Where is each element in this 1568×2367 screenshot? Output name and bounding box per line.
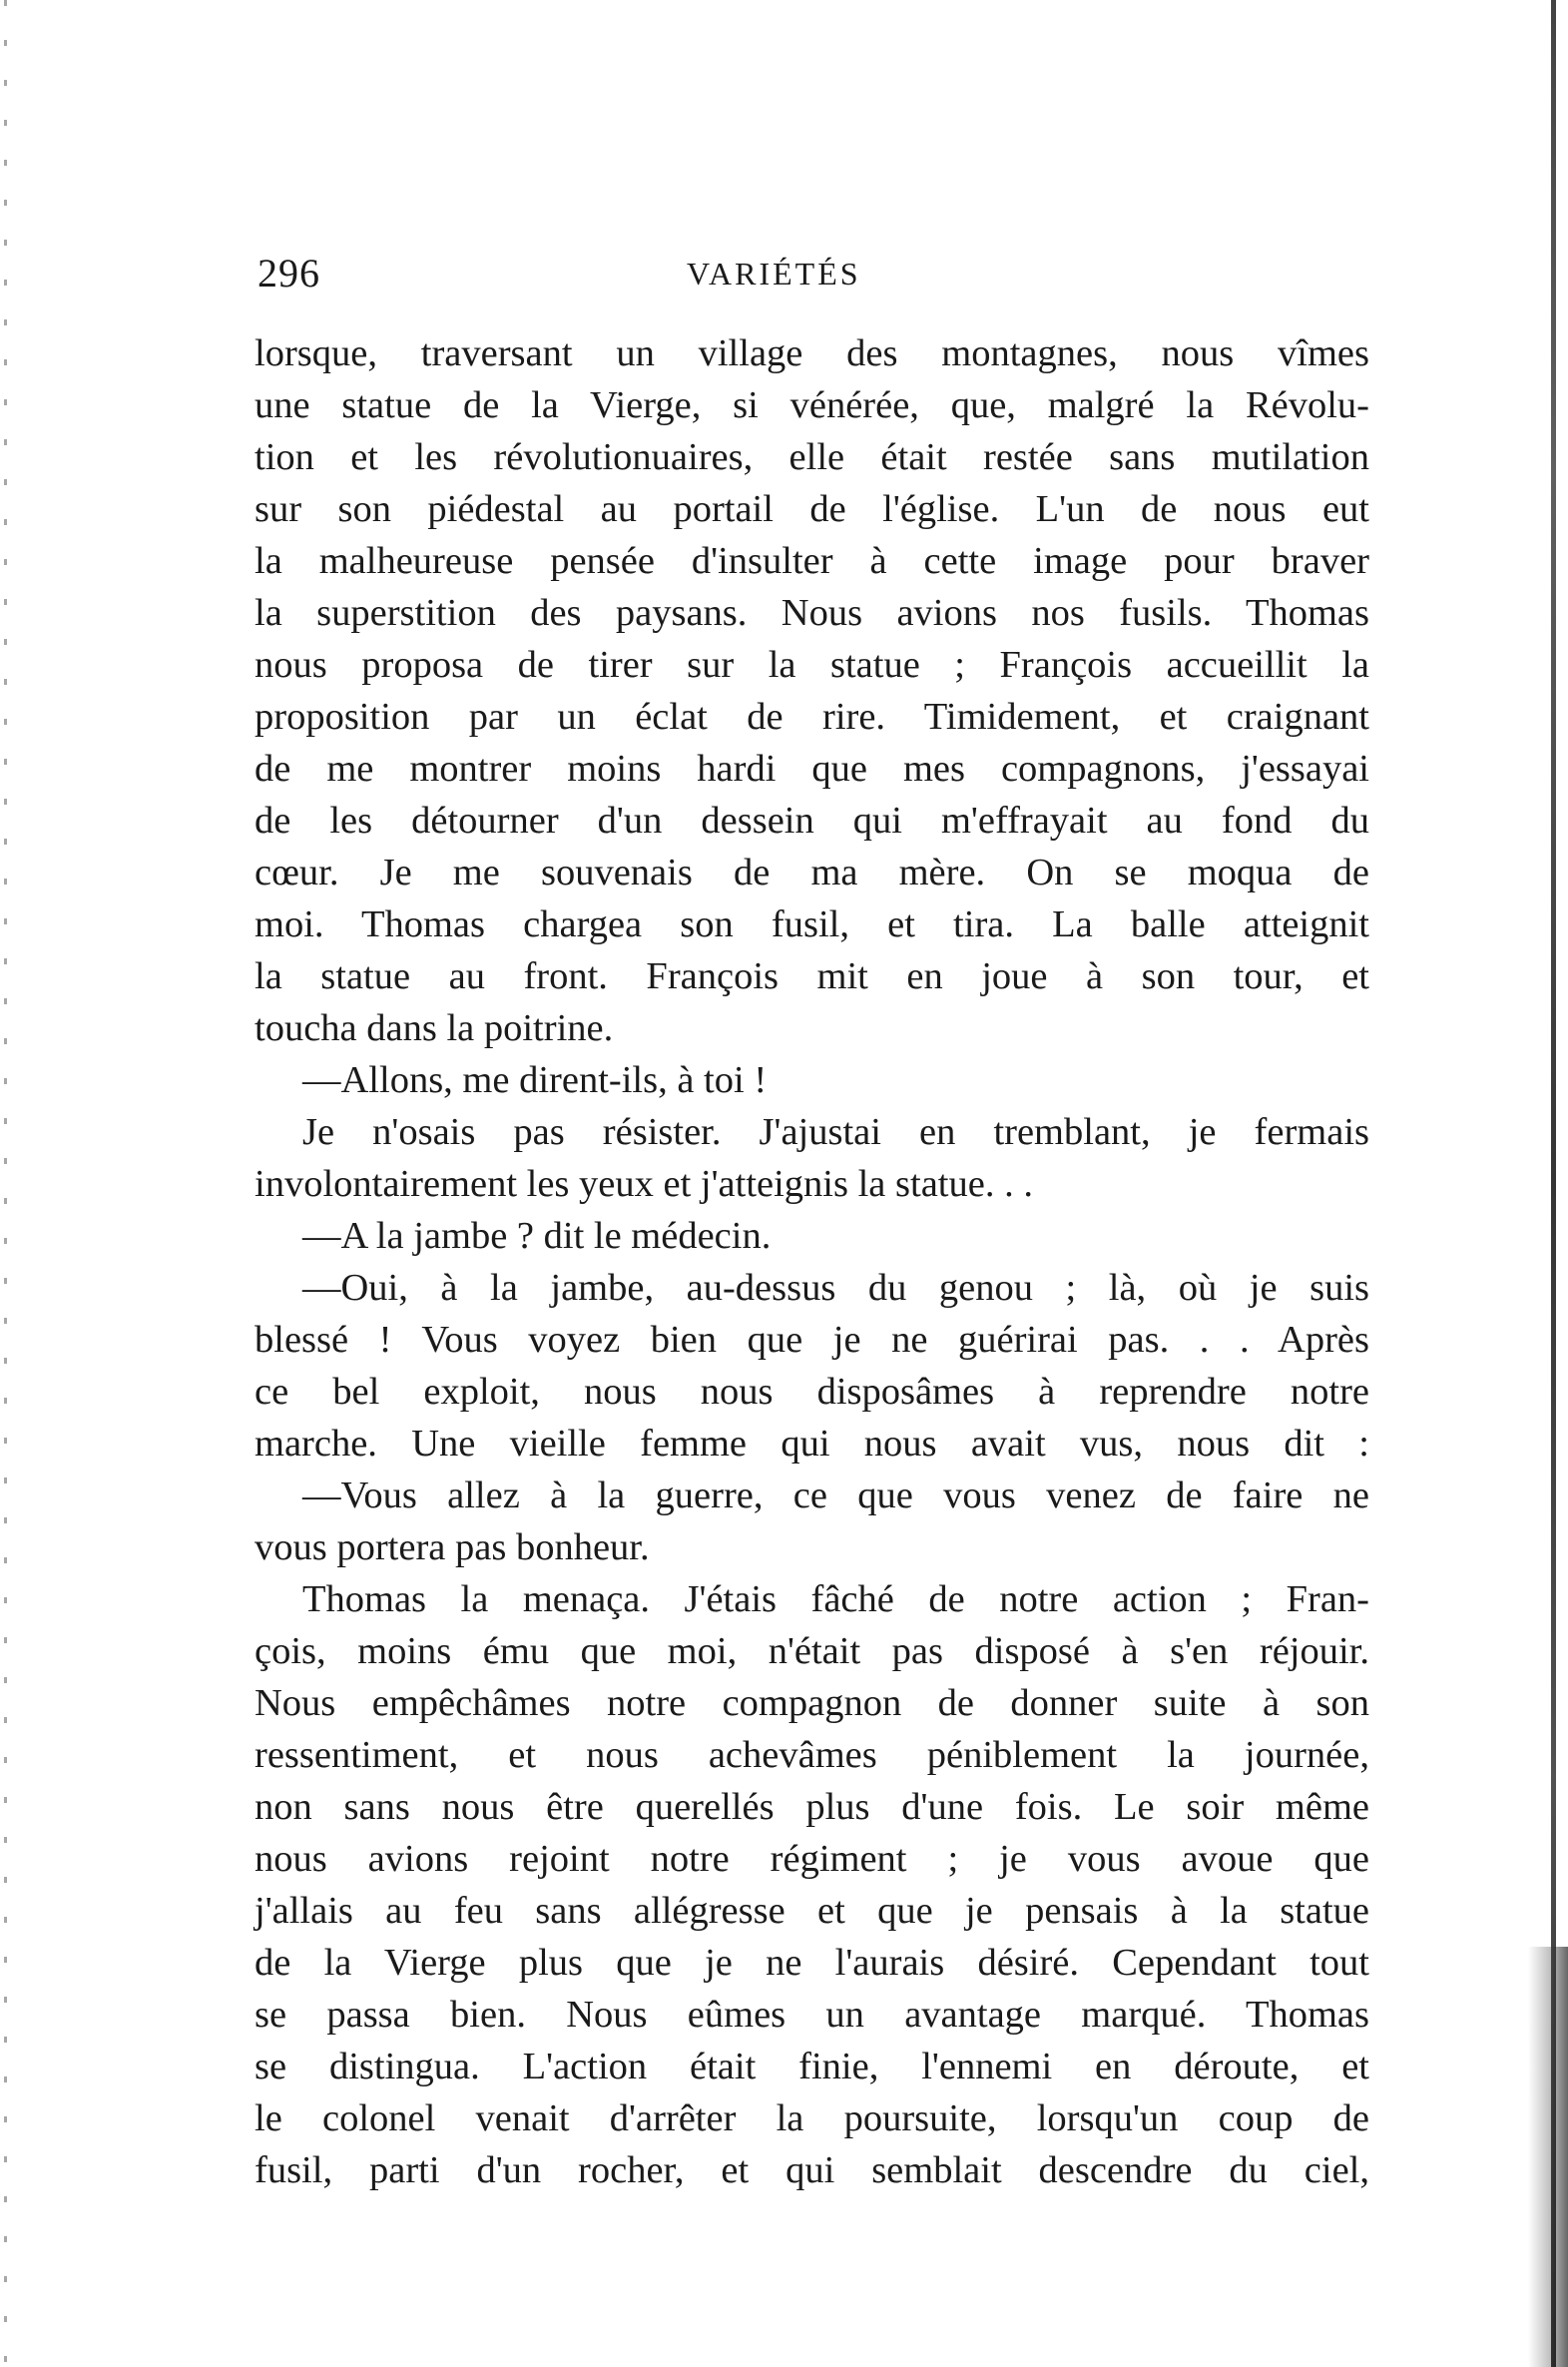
text-line: la superstition des paysans. Nous avions nos fusils. Thomas	[255, 592, 1369, 634]
dialogue-line: —Allons, me dirent-ils, à toi !	[302, 1059, 768, 1101]
text-line: de me montrer moins hardi que mes compagnons, j'essayai	[255, 748, 1369, 790]
text-line: se distingua. L'action était finie, l'ennemi en déroute, et	[255, 2046, 1369, 2087]
text-line: lorsque, traversant un village des montagnes, nous vîmes	[255, 332, 1369, 374]
text-line: non sans nous être querellés plus d'une fois. Le soir même	[255, 1786, 1369, 1828]
text-line: nous avions rejoint notre régiment ; je vous avoue que	[255, 1838, 1369, 1880]
text-line: moi. Thomas chargea son fusil, et tira. La balle atteignit	[255, 903, 1369, 945]
text-line: proposition par un éclat de rire. Timidement, et craignant	[255, 696, 1369, 738]
dialogue-line: —Oui, à la jambe, au-dessus du genou ; là, où je suis	[302, 1267, 1369, 1309]
text-line: involontairement les yeux et j'atteignis la statue. . .	[255, 1163, 1033, 1205]
text-line: tion et les révolutionuaires, elle était restée sans mutilation	[255, 436, 1369, 478]
text-line: ce bel exploit, nous nous disposâmes à reprendre notre	[255, 1371, 1369, 1413]
text-line: se passa bien. Nous eûmes un avantage marqué. Thomas	[255, 1994, 1369, 2036]
text-line: Je n'osais pas résister. J'ajustai en tremblant, je fermais	[302, 1111, 1369, 1153]
text-line: çois, moins ému que moi, n'était pas disposé à s'en réjouir.	[255, 1630, 1369, 1672]
text-line: nous proposa de tirer sur la statue ; François accueillit la	[255, 644, 1369, 686]
scan-edge-left	[4, 0, 7, 2367]
text-line: sur son piédestal au portail de l'église. L'un de nous eut	[255, 488, 1369, 530]
running-head: VARIÉTÉS	[687, 256, 861, 292]
page-header	[258, 250, 1355, 299]
text-line: de la Vierge plus que je ne l'aurais désiré. Cependant tout	[255, 1942, 1369, 1984]
scan-edge-shadow	[1528, 1947, 1568, 2367]
text-line: j'allais au feu sans allégresse et que je pensais à la statue	[255, 1890, 1369, 1932]
page-number: 296	[258, 251, 320, 296]
body-text	[255, 327, 1369, 2196]
text-line: le colonel venait d'arrêter la poursuite, lorsqu'un coup de	[255, 2097, 1369, 2139]
text-line: la malheureuse pensée d'insulter à cette image pour braver	[255, 540, 1369, 582]
text-line: Thomas la menaça. J'étais fâché de notre action ; Fran-	[302, 1578, 1369, 1620]
text-line: de les détourner d'un dessein qui m'effrayait au fond du	[255, 800, 1369, 842]
text-line: une statue de la Vierge, si vénérée, que, malgré la Révolu-	[255, 384, 1369, 426]
dialogue-line: —A la jambe ? dit le médecin.	[302, 1215, 772, 1257]
text-line: Nous empêchâmes notre compagnon de donner suite à son	[255, 1682, 1369, 1724]
text-line: la statue au front. François mit en joue à son tour, et	[255, 955, 1369, 997]
text-line: ressentiment, et nous achevâmes péniblement la journée,	[255, 1734, 1369, 1776]
dialogue-line: —Vous allez à la guerre, ce que vous venez de faire ne	[302, 1475, 1369, 1516]
text-line: marche. Une vieille femme qui nous avait vus, nous dit :	[255, 1423, 1369, 1465]
text-line: vous portera pas bonheur.	[255, 1526, 650, 1568]
text-line: fusil, parti d'un rocher, et qui semblait descendre du ciel,	[255, 2149, 1369, 2191]
text-line: blessé ! Vous voyez bien que je ne guérirai pas. . . Après	[255, 1319, 1369, 1361]
text-line: cœur. Je me souvenais de ma mère. On se moqua de	[255, 852, 1369, 893]
text-line: toucha dans la poitrine.	[255, 1007, 614, 1049]
